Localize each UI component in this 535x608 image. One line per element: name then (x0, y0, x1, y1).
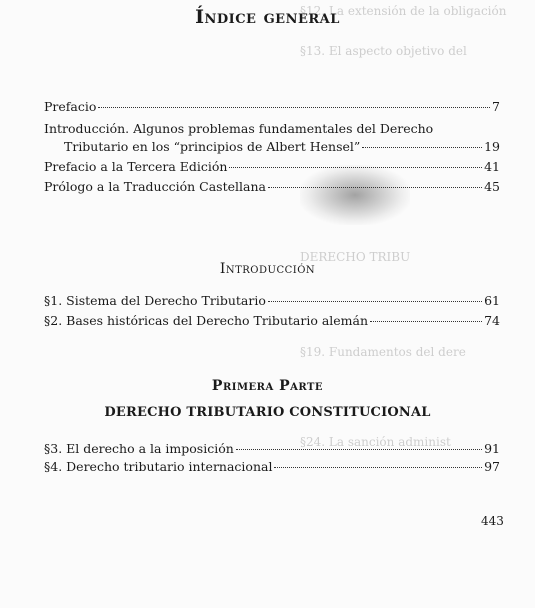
bleed-through-text: §13. El aspecto objetivo del (300, 44, 467, 58)
toc-entry[interactable]: §4. Derecho tributario internacional 97 (44, 459, 500, 474)
bleed-through-text: §19. Fundamentos del dere (300, 345, 466, 359)
primera-parte-list (44, 440, 500, 476)
bleed-through-text: §12. La extensión de la obligación (300, 4, 507, 18)
page-title: Índice general (195, 6, 340, 28)
page-ref: 45 (484, 179, 500, 194)
front-matter-list (44, 98, 500, 196)
toc-entry[interactable]: Introducción. Algunos problemas fundamentales del Derecho Tributario en los “principios de Albert Hensel” 19 (44, 121, 500, 154)
toc-entry[interactable]: §3. El derecho a la imposición 91 (44, 441, 500, 456)
bleed-through-text: DERECHO TRIBU (300, 250, 411, 264)
page-ref: 41 (484, 159, 500, 174)
toc-entry[interactable]: Prefacio 7 (44, 99, 500, 114)
page-number: 443 (481, 514, 504, 528)
page-ref: 74 (484, 313, 500, 328)
section-heading-introduccion: Introducción (219, 261, 316, 277)
toc-entry[interactable]: Prólogo a la Traducción Castellana 45 (44, 179, 500, 194)
page-ref: 91 (484, 441, 500, 456)
toc-entry[interactable]: §1. Sistema del Derecho Tributario 61 (44, 293, 500, 308)
introduccion-list (44, 292, 500, 330)
part-subheading: DERECHO TRIBUTARIO CONSTITUCIONAL (104, 405, 431, 420)
toc-entry[interactable]: §2. Bases históricas del Derecho Tributario alemán 74 (44, 313, 500, 328)
page-ref: 97 (484, 459, 500, 474)
part-heading: Primera Parte (211, 378, 324, 394)
page-ref: 19 (484, 139, 500, 154)
toc-entry[interactable]: Prefacio a la Tercera Edición 41 (44, 159, 500, 174)
page-ref: 61 (484, 293, 500, 308)
page-ref: 7 (492, 99, 500, 114)
bleed-through-text: §24. La sanción administ (300, 435, 451, 449)
